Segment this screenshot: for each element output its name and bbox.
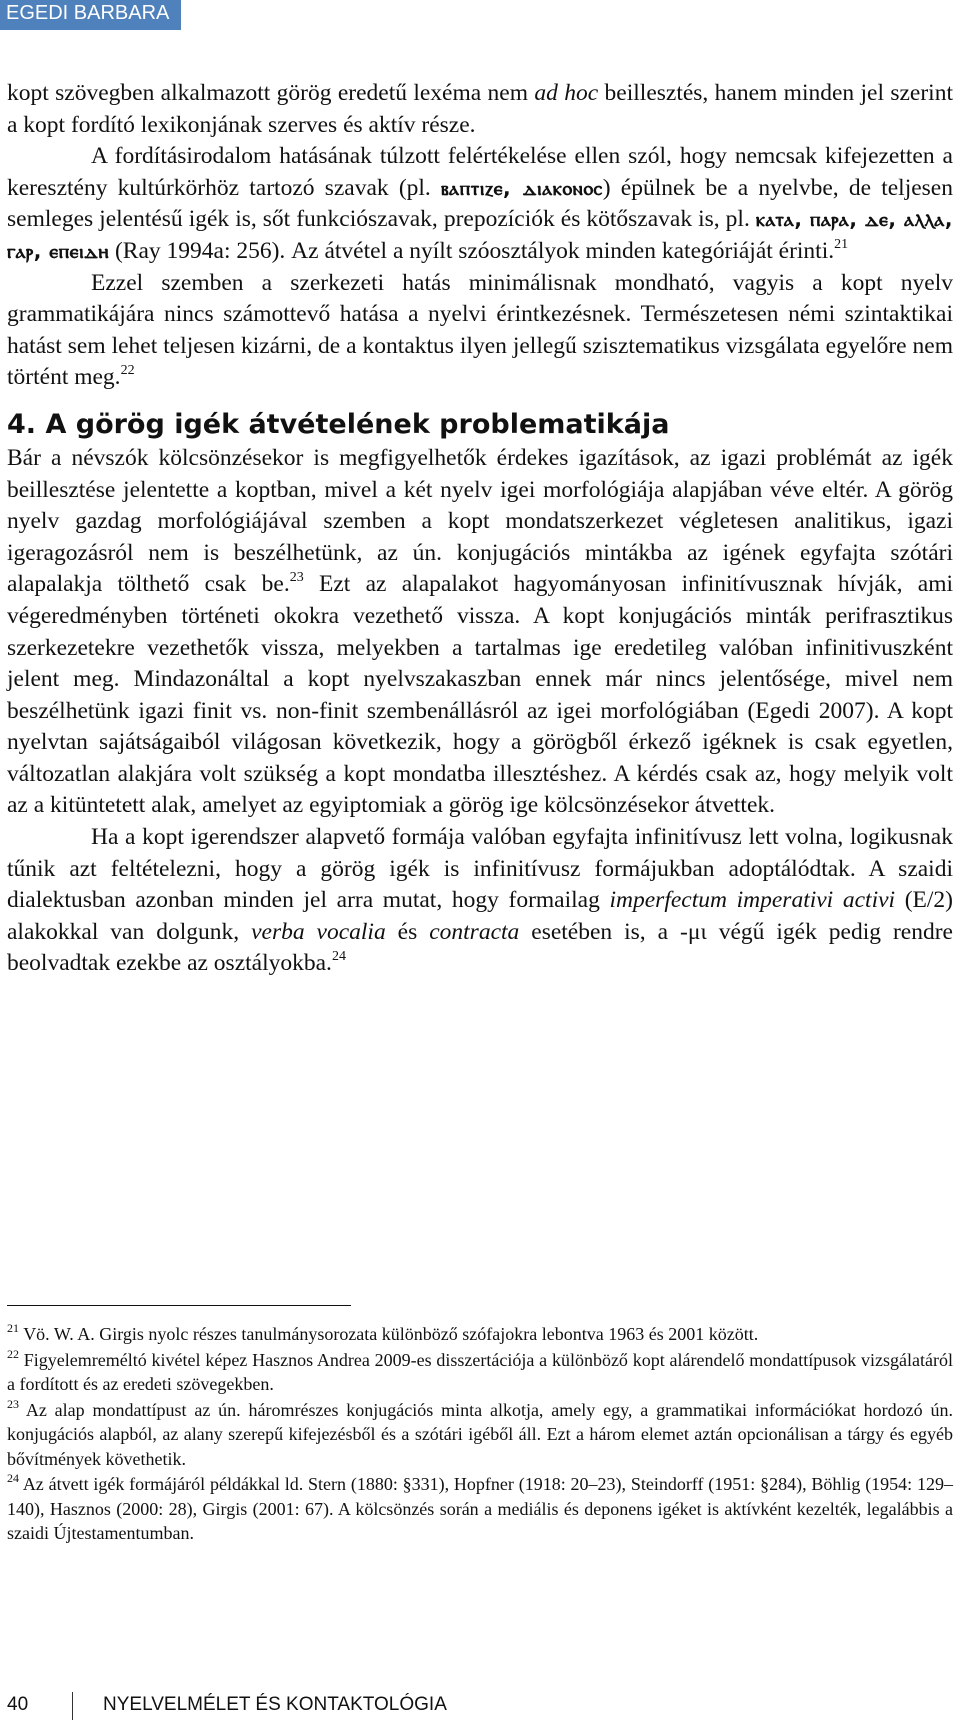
- footnote-number: 24: [7, 1471, 19, 1485]
- text-span: Ezt az alapalakot hagyományosan infinitívusznak hívják, ami végeredményben történeti okokra vezethető vissza. A kopt konjugációs minták perifrasztikus szerkezetekre vezethetők vissza, melyekben a tartalmas ige eredetileg valóban infinitivuszként jelent meg. Mindazonáltal a kopt nyelvszakaszban ennek már nincs jelentősége, mivel nem beszélhetünk igazi finit vs. non-finit szembenállásról az igei morfológiában (Egedi 2007). A kopt nyelvtan sajátságaiból világosan következik, hogy a görögből érkező igéknek is csak egyetlen, változatlan alakjára volt szükség a kopt mondatba illesztéshez. A kérdés csak az, hogy melyik volt az a kitüntetett alak, amelyet az egyiptomiak a görög ige kölcsönzésekor átvettek.: [7, 571, 953, 819]
- text-span: ) épülnek be a nyelvbe, de teljesen semleges jelentésű igék is, sőt funkciószavak, prepozíciók és kötőszavak is, pl.: [7, 174, 953, 233]
- footnotes: [7, 1322, 953, 1547]
- paragraph-1: [7, 78, 953, 141]
- section-heading: 4. A görög igék átvételének problematikája: [7, 408, 670, 440]
- text-span: kopt szövegben alkalmazott görög eredetű lexéma nem: [7, 80, 535, 106]
- text-span: (Ray 1994a: 256). Az átvétel a nyílt szóosztályok minden kategóriáját érinti.: [109, 237, 835, 264]
- footnote-text: Vö. W. A. Girgis nyolc részes tanulmánysorozata különböző szófajokra lebontva 1963 és 2001 között.: [23, 1324, 759, 1344]
- italic-term: verba vocalia: [251, 918, 386, 945]
- footnote-21: [7, 1322, 953, 1347]
- coptic-examples-1: ⲃⲁⲡⲧⲓⲍⲉ, ⲇⲓⲁⲕⲟⲛⲟⲥ: [441, 175, 603, 200]
- text-span: (E/2) alakokkal van dolgunk,: [7, 887, 953, 945]
- footnote-number: 21: [7, 1321, 19, 1335]
- footnote-23: [7, 1398, 953, 1472]
- page-footer: [7, 1690, 607, 1720]
- footer-divider: [72, 1692, 73, 1720]
- paragraph-2: [7, 141, 953, 267]
- footnote-text: Az alap mondattípust az ún. háromrészes konjugációs minta alkotja, amely egy, a grammatikai információkat hordozó ún. konjugációs alapból, az alany szerepű kifejezésből és a szótári igéből áll. Ezt a három elemet aztán opcionálisan a tárgy és egyéb bővítmények követhetik.: [7, 1399, 954, 1469]
- footnote-text: Az átvett igék formájáról példákkal ld. Stern (1880: §331), Hopfner (1918: 20–23), Steindorff (1951: §284), Böhlig (1954: 129–140), Hasznos (2000: 28), Girgis (2001: 67). A kölcsönzés során a mediális és deponens igéket is aktívként kezelték, legalábbis a szaidi Újtestamentumban.: [7, 1474, 953, 1543]
- italic-term: ad hoc: [534, 80, 599, 106]
- footnote-number: 22: [7, 1346, 19, 1361]
- paragraph-4: [7, 443, 953, 822]
- running-header: [0, 0, 181, 30]
- running-title: NYELVELMÉLET ÉS KONTAKTOLÓGIA: [103, 1694, 447, 1715]
- greek-suffix: -μι: [680, 918, 707, 945]
- header-author: EGEDI BARBARA: [6, 2, 170, 24]
- footnote-separator: [7, 1305, 351, 1306]
- footnote-ref-21[interactable]: 21: [834, 236, 849, 252]
- text-span: végű igék pedig rendre beolvadtak ezekbe az osztályokba.: [7, 918, 953, 977]
- text-span: Bár a névszók kölcsönzésekor is megfigyelhetők érdekes igazítások, az igazi problémát az igék beillesztése jelentette a koptban, mivel a két nyelv igei morfológiája alapjában véve eltér. A görög nyelv gazdag morfológiájával szemben a kopt mondatszerkezet végletesen analitikus, igazi igeragozásról nem is beszélhetünk, az ún. konjugációs mintákba az igének egyfajta szótári alapalakja tölthető csak be.: [7, 444, 953, 598]
- footnote-22: [7, 1348, 953, 1397]
- paragraph-3: [7, 268, 953, 394]
- text-span: A fordításirodalom hatásának túlzott felértékelése ellen szól, hogy nemcsak kifejezetten a keresztény kultúrkörhöz tartozó szavak (pl.: [7, 143, 953, 201]
- italic-term: imperfectum imperativi activi: [609, 887, 896, 914]
- text-span: és: [385, 918, 430, 945]
- text-span: esetében is, a: [519, 918, 681, 945]
- main-text: [7, 78, 953, 980]
- footnote-ref-23[interactable]: 23: [289, 570, 304, 586]
- footnote-24: [7, 1472, 953, 1546]
- footnote-ref-22[interactable]: 22: [120, 363, 135, 379]
- paragraph-5: [7, 822, 953, 980]
- text-span: beillesztés, hanem minden jel szerint a kopt fordító lexikonjának szerves és aktív része.: [7, 80, 953, 138]
- text-span: Ha a kopt igerendszer alapvető formája valóban egyfajta infinitívusz lett volna, logikusnak tűnik azt feltételezni, hogy a görög igék is infinitívusz formájukban adoptálódtak. A szaidi dialektusban azonban minden jel arra mutat, hogy formailag: [7, 824, 953, 914]
- text-span: Ezzel szemben a szerkezeti hatás minimálisnak mondható, vagyis a kopt nyelv grammatikájára nincs számottevő hatása a nyelvi érintkezésnek. Természetesen némi szintaktikai hatást sem lehet teljesen kizárni, de a kontaktus ilyen jellegű szisztematikus vizsgálata egyelőre nem történt meg.: [7, 269, 953, 391]
- page-number: 40: [7, 1694, 29, 1715]
- footnote-text: Figyelemreméltó kivétel képez Hasznos Andrea 2009-es disszertációja a különböző kopt alárendelő mondattípusok vizsgálatáról a fordított és az eredeti szövegekben.: [7, 1349, 954, 1394]
- footnote-ref-24[interactable]: 24: [331, 949, 346, 965]
- italic-term: contracta: [429, 918, 520, 945]
- coptic-examples-2: ⲕⲁⲧⲁ, ⲡⲁⲣⲁ, ⲇⲉ, ⲁⲗⲗⲁ, ⲅⲁⲣ, ⲉⲡⲉⲓⲇⲏ: [7, 207, 953, 263]
- footnote-number: 23: [7, 1396, 19, 1411]
